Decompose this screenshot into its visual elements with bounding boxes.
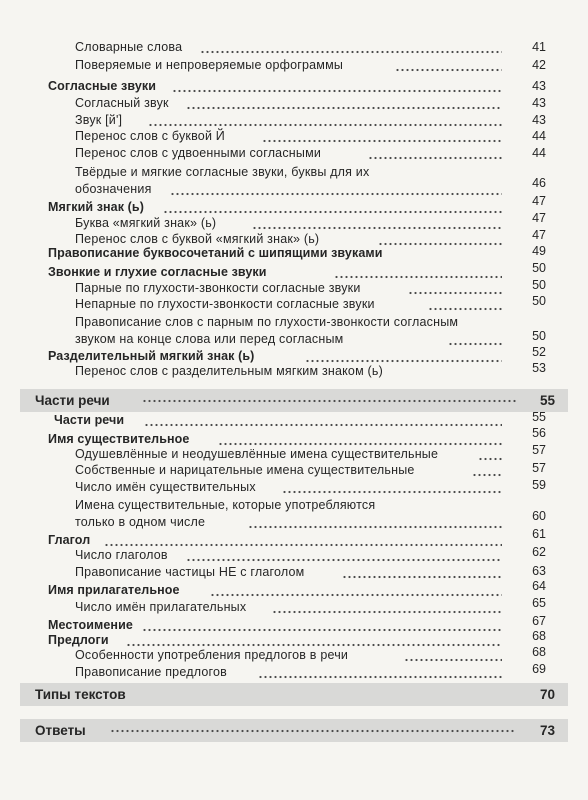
toc-entry-title: Правописание предлогов	[75, 665, 227, 679]
toc-page-number: 47	[532, 211, 546, 225]
toc-chapter-band[interactable]	[20, 389, 568, 412]
toc-section-title: Глагол	[48, 533, 91, 547]
toc-page-number: 44	[532, 129, 546, 143]
toc-page-number: 43	[532, 113, 546, 127]
dot-leader	[210, 593, 502, 597]
toc-page-number: 43	[532, 96, 546, 110]
toc-entry-title: Перенос слов с разделительным мягким знаком (ь)	[75, 364, 383, 378]
toc-page-number: 49	[532, 244, 546, 258]
dot-leader	[334, 275, 502, 279]
dot-leader	[144, 423, 502, 427]
dot-leader	[272, 610, 502, 614]
toc-page-number: 57	[532, 461, 546, 475]
dot-leader	[428, 307, 502, 311]
dot-leader	[163, 210, 502, 214]
toc-entry-title: Правописание частицы НЕ с глаголом	[75, 565, 305, 579]
dot-leader	[368, 156, 502, 160]
dot-leader	[248, 525, 502, 529]
toc-section-title: Согласные звуки	[48, 79, 157, 93]
toc-entry-title: Число глаголов	[75, 548, 168, 562]
toc-chapter-band[interactable]	[20, 719, 568, 742]
toc-section-title: Звонкие и глухие согласные звуки	[48, 265, 267, 279]
toc-page-number: 52	[532, 345, 546, 359]
dot-leader	[126, 643, 502, 647]
toc-entry-title: Поверяемые и непроверяемые орфограммы	[75, 58, 344, 72]
toc-page-number: 55	[532, 410, 546, 424]
toc-page-number: 68	[532, 629, 546, 643]
toc-page-number: 65	[532, 596, 546, 610]
toc-page-number: 41	[532, 40, 546, 54]
toc-entry-title: Парные по глухости-звонкости согласные звуки	[75, 281, 361, 295]
dot-leader	[172, 89, 502, 93]
toc-page-number: 70	[539, 687, 555, 702]
toc-entry-title: Непарные по глухости-звонкости согласные звуки	[75, 297, 375, 311]
dot-leader	[170, 192, 502, 196]
toc-page-number: 60	[532, 509, 546, 523]
toc-section-title: Имя существительное	[48, 432, 190, 446]
dot-leader	[186, 558, 502, 562]
dot-leader	[252, 226, 502, 230]
toc-page-number: 42	[532, 58, 546, 72]
toc-entry-title: Имена существительные, которые употребляются	[75, 498, 376, 512]
toc-section-title: Местоимение	[48, 618, 133, 632]
toc-entry-title: звуком на конце слова или перед согласным	[75, 332, 344, 346]
toc-entry-title: Правописание слов с парным по глухости-звонкости согласным	[75, 315, 459, 329]
toc-entry-title: обозначения	[75, 182, 152, 196]
toc-page-number: 55	[539, 393, 555, 408]
toc-page-number: 59	[532, 478, 546, 492]
toc-entry-title: Число имён прилагательных	[75, 600, 247, 614]
dot-leader	[110, 729, 516, 733]
dot-leader	[200, 50, 502, 54]
toc-page-number: 62	[532, 545, 546, 559]
dot-leader	[104, 543, 502, 547]
toc-page-number: 63	[532, 564, 546, 578]
toc-entry-title: Твёрдые и мягкие согласные звуки, буквы для их	[75, 165, 370, 179]
toc-entry-title: Звук [й']	[75, 113, 123, 127]
dot-leader	[342, 575, 502, 579]
dot-leader	[378, 242, 502, 246]
dot-leader	[142, 628, 502, 632]
dot-leader	[408, 291, 502, 295]
toc-page-number: 64	[532, 579, 546, 593]
toc-section-title: Имя прилагательное	[48, 583, 180, 597]
toc-entry-title: Собственные и нарицательные имена существительные	[75, 463, 415, 477]
toc-chapter-title: Ответы	[35, 723, 86, 738]
toc-entry-title: Словарные слова	[75, 40, 183, 54]
toc-page-number: 61	[532, 527, 546, 541]
toc-page-number: 50	[532, 278, 546, 292]
toc-chapter-band[interactable]	[20, 683, 568, 706]
dot-leader	[305, 359, 502, 363]
toc-entry-title: только в одном числе	[75, 515, 206, 529]
toc-page-number: 53	[532, 361, 546, 375]
toc-page-number: 68	[532, 645, 546, 659]
toc-entry-title: Перенос слов с удвоенными согласными	[75, 146, 322, 160]
dot-leader	[186, 106, 502, 110]
toc-page-number: 47	[532, 228, 546, 242]
toc-entry-title: Особенности употребления предлогов в речи	[75, 648, 349, 662]
dot-leader	[218, 442, 502, 446]
toc-page-number: 56	[532, 426, 546, 440]
toc-page-number: 69	[532, 662, 546, 676]
dot-leader	[448, 342, 502, 346]
toc-entry-title: Число имён существительных	[75, 480, 256, 494]
toc-chapter-title: Типы текстов	[35, 687, 126, 702]
dot-leader	[258, 675, 502, 679]
toc-page-number: 44	[532, 146, 546, 160]
dot-leader	[395, 68, 502, 72]
dot-leader	[404, 658, 502, 662]
dot-leader	[282, 490, 502, 494]
toc-page-number: 50	[532, 294, 546, 308]
toc-section-title: Разделительный мягкий знак (ь)	[48, 349, 255, 363]
toc-page-number: 50	[532, 329, 546, 343]
toc-page-number: 67	[532, 614, 546, 628]
toc-page-number: 57	[532, 443, 546, 457]
toc-page-number: 50	[532, 261, 546, 275]
toc-entry-title: Буква «мягкий знак» (ь)	[75, 216, 217, 230]
toc-section-title: Мягкий знак (ь)	[48, 200, 144, 214]
toc-entry-title: Перенос слов с буквой Й	[75, 129, 225, 143]
dot-leader	[478, 457, 502, 461]
toc-page-number: 73	[539, 723, 555, 738]
toc-entry-title: Согласный звук	[75, 96, 169, 110]
toc-chapter-title: Части речи	[35, 393, 110, 408]
toc-page-number: 47	[532, 194, 546, 208]
toc-entry-title: Перенос слов с буквой «мягкий знак» (ь)	[75, 232, 320, 246]
dot-leader	[472, 473, 502, 477]
dot-leader	[142, 399, 516, 403]
dot-leader	[262, 139, 502, 143]
toc-entry-title: Одушевлённые и неодушевлённые имена существительные	[75, 447, 439, 461]
toc-section-title: Предлоги	[48, 633, 109, 647]
toc-page-number: 43	[532, 79, 546, 93]
toc-page-number: 46	[532, 176, 546, 190]
toc-section-title: Правописание буквосочетаний с шипящими звуками	[48, 246, 383, 260]
toc-section-title: Части речи	[54, 413, 125, 427]
dot-leader	[148, 123, 502, 127]
